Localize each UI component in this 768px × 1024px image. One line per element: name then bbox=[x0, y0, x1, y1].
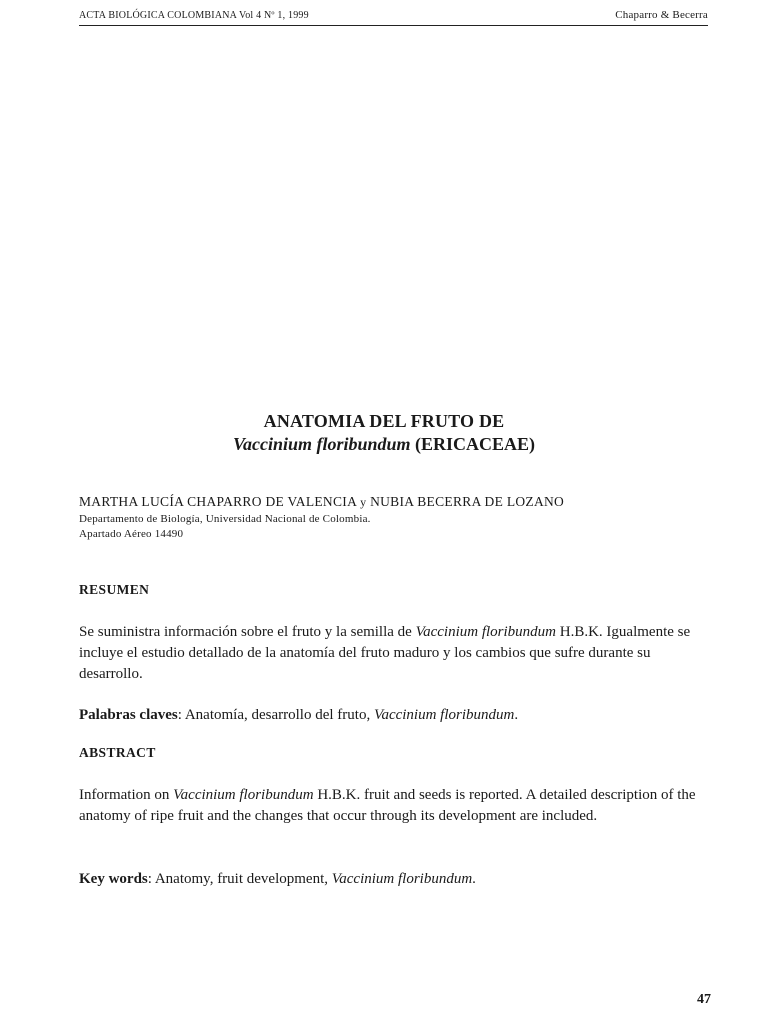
title-family: (ERICACEAE) bbox=[415, 434, 536, 454]
author-2: NUBIA BECERRA DE LOZANO bbox=[370, 494, 565, 509]
palabras-claves-label: Palabras claves bbox=[79, 707, 178, 723]
abstract-heading: ABSTRACT bbox=[79, 745, 156, 760]
page-number: 47 bbox=[697, 992, 711, 1007]
resumen-text-end: H.B.K. Igualmente se incluye el estudio detallado de la anatomía del fruto maduro y los cambios que sufre durante su desarrollo. bbox=[79, 624, 691, 682]
key-words-text: : Anatomy, fruit development, bbox=[147, 871, 332, 887]
palabras-claves bbox=[79, 705, 709, 726]
palabras-claves-species: Vaccinium floribundum bbox=[373, 707, 515, 723]
abstract-paragraph bbox=[79, 785, 709, 827]
palabras-claves-text: : Anatomía, desarrollo del fruto, bbox=[177, 707, 374, 723]
affiliation-address: Apartado Aéreo 14490 bbox=[79, 528, 184, 540]
abstract-species: Vaccinium floribundum bbox=[173, 787, 314, 803]
resumen-paragraph bbox=[79, 622, 709, 685]
abstract-text-end: H.B.K. fruit and seeds is reported. A detailed description of the anatomy of ripe fruit and the changes that occur through its development are included. bbox=[79, 787, 696, 824]
journal-citation: ACTA BIOLÓGICA COLOMBIANA Vol 4 Nº 1, 1999 bbox=[79, 10, 309, 21]
title-species: Vaccinium floribundum bbox=[232, 434, 411, 454]
key-words-label: Key words bbox=[79, 871, 148, 887]
article-title bbox=[0, 410, 768, 456]
affiliation-department: Departamento de Biología, Universidad Nacional de Colombia. bbox=[79, 513, 371, 525]
title-line-2 bbox=[0, 432, 768, 456]
resumen-text-start: Se suministra información sobre el fruto y la semilla de bbox=[79, 624, 416, 640]
key-words bbox=[79, 869, 709, 890]
author-conjunction: y bbox=[360, 495, 367, 509]
key-words-end: . bbox=[472, 871, 476, 887]
resumen-species: Vaccinium floribundum bbox=[415, 624, 556, 640]
resumen-heading: RESUMEN bbox=[79, 582, 150, 597]
abstract-text-start: Information on bbox=[79, 787, 174, 803]
author-1: MARTHA LUCÍA CHAPARRO DE VALENCIA bbox=[79, 494, 357, 509]
running-authors: Chaparro & Becerra bbox=[615, 9, 708, 21]
running-header bbox=[79, 9, 708, 26]
title-line-1: ANATOMIA DEL FRUTO DE bbox=[263, 411, 505, 431]
author-list bbox=[79, 494, 564, 510]
palabras-claves-end: . bbox=[514, 707, 519, 723]
key-words-species: Vaccinium floribundum bbox=[331, 871, 473, 887]
